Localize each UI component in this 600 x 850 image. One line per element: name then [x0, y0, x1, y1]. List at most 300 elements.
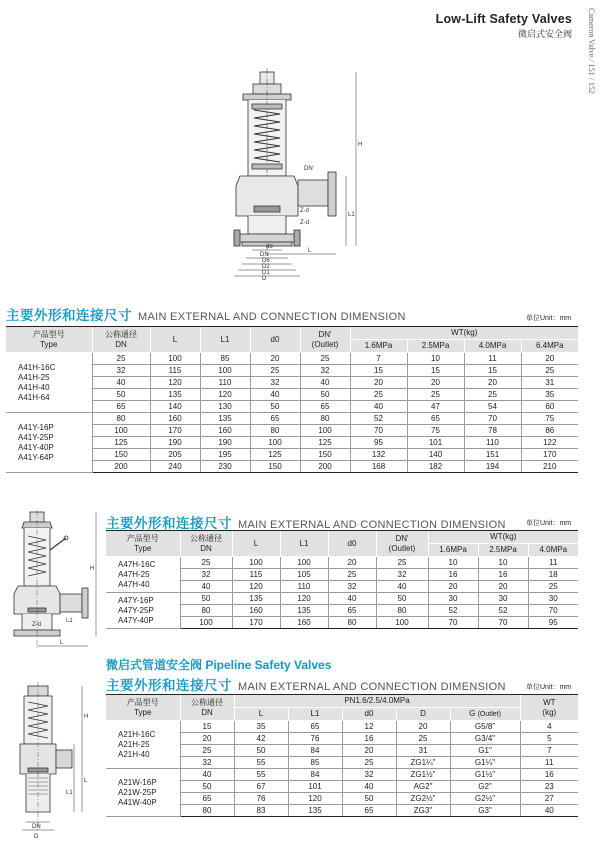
section1-title-en: MAIN EXTERNAL AND CONNECTION DIMENSION: [138, 311, 406, 323]
t3-col-pn: PN1.6/2.5/4.0MPa: [234, 695, 520, 708]
table-cell: ZG1½": [396, 769, 450, 781]
section3-title-cn: 主要外形和连接尺寸: [106, 678, 232, 693]
col-dn-cn: 公称通径: [105, 329, 137, 339]
type-group: [106, 593, 180, 629]
col-l1: L1: [200, 327, 250, 353]
table-cell: 7: [520, 745, 578, 757]
table-cell: 50: [300, 389, 350, 401]
table-cell: 32: [180, 569, 232, 581]
table-cell: 16: [478, 569, 528, 581]
table-cell: 50: [92, 389, 150, 401]
table-cell: 70: [478, 617, 528, 629]
table-cell: 170: [150, 425, 200, 437]
col-dnp: DN': [318, 329, 332, 339]
type-name: A47H-16C: [118, 559, 156, 569]
table-cell: 84: [288, 769, 342, 781]
section3-pipeline-title: 微启式管道安全阀 Pipeline Safety Valves: [106, 658, 332, 672]
table-cell: 50: [234, 745, 288, 757]
table-cell: 54: [464, 401, 521, 413]
dim-label-dnp: DN': [304, 166, 314, 172]
table-cell: 101: [407, 437, 464, 449]
t3-col-dn-cn: 公称通径: [191, 697, 223, 707]
table-cell: 70: [350, 425, 407, 437]
table-cell: G2": [450, 781, 520, 793]
fig3-label-d: D: [34, 834, 39, 840]
pressure-col-2: 2.5MPa: [407, 340, 464, 353]
table-cell: 12: [342, 721, 396, 733]
table-cell: 40: [92, 377, 150, 389]
side-tab: [584, 8, 598, 128]
table-cell: 135: [288, 805, 342, 817]
table-cell: G1½": [450, 769, 520, 781]
table-cell: 110: [280, 581, 328, 593]
table-cell: 42: [234, 733, 288, 745]
section2-unit: 单位Unit：mm: [526, 520, 572, 527]
table-cell: 125: [92, 437, 150, 449]
t2-col-type: [106, 531, 180, 557]
dim-label-d1: D1: [262, 270, 270, 276]
table-cell: 32: [300, 365, 350, 377]
table-cell: 200: [300, 461, 350, 473]
table-cell: 76: [234, 793, 288, 805]
table-cell: 65: [300, 401, 350, 413]
table-cell: 160: [200, 425, 250, 437]
t2-col-wt: WT(kg): [428, 531, 578, 544]
table-cell: 100: [180, 617, 232, 629]
table-cell: 10: [428, 557, 478, 569]
table-cell: 75: [407, 425, 464, 437]
table-cell: 100: [250, 437, 300, 449]
table-cell: 100: [232, 557, 280, 569]
table-row: [6, 425, 578, 437]
table-cell: 15: [464, 365, 521, 377]
table-cell: 182: [407, 461, 464, 473]
type-group: [106, 557, 180, 593]
table-cell: ZG1¼": [396, 757, 450, 769]
valve-drawing-pipeline: [8, 682, 94, 842]
table-cell: 120: [288, 793, 342, 805]
table-cell: 70: [528, 605, 578, 617]
type-name: A21H-25: [118, 739, 150, 749]
table-cell: 30: [428, 593, 478, 605]
table-cell: 130: [200, 401, 250, 413]
pressure-col-3: 4.0MPa: [528, 544, 578, 557]
table-cell: 110: [464, 437, 521, 449]
t3-col-d: D: [396, 708, 450, 721]
t3-col-dn: [180, 695, 234, 721]
t3-col-type-en: Type: [134, 707, 152, 717]
table-row: [6, 461, 578, 473]
section2-title-cn: 主要外形和连接尺寸: [106, 516, 232, 531]
table-cell: 31: [521, 377, 578, 389]
table-cell: 20: [342, 745, 396, 757]
table-cell: 135: [200, 413, 250, 425]
dimension-table-a41: [6, 326, 578, 473]
table-cell: G1¼": [450, 757, 520, 769]
type-name: A21H-40: [118, 749, 150, 759]
table-cell: 151: [464, 449, 521, 461]
table-cell: 5: [520, 733, 578, 745]
section1-heading: [6, 304, 406, 325]
table-cell: 25: [407, 389, 464, 401]
table-row: [6, 389, 578, 401]
dimension-table-a21: [106, 694, 578, 817]
type-name: A41H-64: [18, 392, 50, 402]
t3-col-wt-label: WT: [543, 697, 556, 707]
col-d0: d0: [250, 327, 300, 353]
table-cell: 32: [250, 377, 300, 389]
table-row: [106, 593, 578, 605]
fig2-label-h: H: [90, 566, 95, 572]
table-row: [106, 721, 578, 733]
table-cell: 25: [180, 557, 232, 569]
type-name: A41H-40: [18, 382, 50, 392]
table-cell: 32: [376, 569, 428, 581]
table-cell: 170: [521, 449, 578, 461]
table-cell: 120: [232, 581, 280, 593]
table-cell: 40: [376, 581, 428, 593]
valve-drawing-flanged: [208, 66, 370, 280]
table-cell: 80: [300, 413, 350, 425]
table-cell: 25: [464, 389, 521, 401]
table-cell: 170: [232, 617, 280, 629]
table-cell: 16: [428, 569, 478, 581]
table-cell: 100: [300, 425, 350, 437]
table-cell: AG2": [396, 781, 450, 793]
fig3-label-h: H: [84, 714, 89, 720]
dim-label-l: L: [308, 248, 312, 254]
section1-title-cn: 主要外形和连接尺寸: [6, 308, 132, 323]
table-row: [6, 437, 578, 449]
table-cell: 125: [250, 449, 300, 461]
t3-col-l1: L1: [288, 708, 342, 721]
type-name: A41H-16C: [18, 362, 56, 372]
table-cell: 47: [407, 401, 464, 413]
t3-col-l: L: [234, 708, 288, 721]
table-cell: 20: [428, 581, 478, 593]
t3-col-g-en: (Outlet): [477, 710, 501, 718]
table-row: [6, 449, 578, 461]
t3-col-g: [450, 708, 520, 721]
table-cell: 80: [250, 425, 300, 437]
table-cell: 230: [200, 461, 250, 473]
dim-label-d6: D6: [262, 258, 270, 264]
fig2-label-l1: L1: [66, 618, 73, 624]
table-row: [6, 413, 578, 425]
table-cell: 190: [150, 437, 200, 449]
section3-pipeline-heading: [106, 656, 331, 674]
table-cell: 25: [528, 581, 578, 593]
table-cell: 35: [234, 721, 288, 733]
table-cell: 10: [478, 557, 528, 569]
table-cell: 110: [200, 377, 250, 389]
dim-label-h: H: [358, 142, 363, 148]
table-cell: 194: [464, 461, 521, 473]
table-cell: 27: [520, 793, 578, 805]
col-dn: [92, 327, 150, 353]
section3-heading: [106, 674, 506, 695]
t2-col-d0: d0: [328, 531, 376, 557]
pressure-col-2: 2.5MPa: [478, 544, 528, 557]
table-cell: 190: [200, 437, 250, 449]
table-cell: 65: [92, 401, 150, 413]
table-cell: 100: [200, 365, 250, 377]
table-cell: 135: [232, 593, 280, 605]
table-cell: 70: [464, 413, 521, 425]
side-tab-label: Cameron Valve / 151 / 152: [587, 8, 596, 94]
section3-title-en: MAIN EXTERNAL AND CONNECTION DIMENSION: [238, 681, 506, 693]
table-cell: 11: [464, 353, 521, 365]
table-cell: 122: [521, 437, 578, 449]
type-name: A41W-40P: [118, 797, 157, 807]
table-cell: 4: [520, 721, 578, 733]
table-cell: 55: [234, 769, 288, 781]
table-cell: 15: [350, 365, 407, 377]
table-cell: 11: [528, 557, 578, 569]
table-cell: 25: [376, 557, 428, 569]
type-name: A21W-25P: [118, 787, 157, 797]
table-cell: ZG2½": [396, 793, 450, 805]
fig2-label-l: L: [60, 640, 64, 646]
table-cell: 18: [528, 569, 578, 581]
table-cell: 31: [396, 745, 450, 757]
table-cell: 32: [92, 365, 150, 377]
table-cell: 101: [288, 781, 342, 793]
table-cell: 25: [350, 389, 407, 401]
type-name: A21H-16C: [118, 729, 156, 739]
type-group: [106, 769, 180, 817]
type-name: A21W-16P: [118, 777, 157, 787]
table-cell: 67: [234, 781, 288, 793]
table-cell: 15: [407, 365, 464, 377]
table-cell: 16: [520, 769, 578, 781]
table-cell: 132: [350, 449, 407, 461]
table-cell: 25: [180, 745, 234, 757]
table-cell: 150: [92, 449, 150, 461]
t2-col-dn-outlet: [376, 531, 428, 557]
col-dn-en: DN: [115, 339, 127, 349]
dim-label-d: D: [262, 276, 267, 280]
table-cell: 25: [300, 353, 350, 365]
table-cell: 150: [300, 449, 350, 461]
table-cell: 78: [464, 425, 521, 437]
pressure-col-3: 4.0MPa: [464, 340, 521, 353]
table-cell: 168: [350, 461, 407, 473]
fig3-label-l: L: [84, 778, 88, 784]
table-row: [6, 365, 578, 377]
dim-label-d0: do: [266, 244, 273, 250]
table-cell: 65: [342, 805, 396, 817]
table-cell: 120: [200, 389, 250, 401]
table-cell: 7: [350, 353, 407, 365]
table-cell: 65: [328, 605, 376, 617]
table-cell: 20: [521, 353, 578, 365]
type-name: A47Y-16P: [118, 595, 154, 605]
t2-col-dn-en: DN: [200, 543, 212, 553]
dim-label-zd1: Z-d: [300, 208, 309, 214]
table-cell: 23: [520, 781, 578, 793]
table-cell: 80: [180, 605, 232, 617]
col-type-cn: 产品型号: [32, 329, 65, 339]
table-cell: 65: [180, 793, 234, 805]
col-dn-outlet: [300, 327, 350, 353]
table-cell: 52: [428, 605, 478, 617]
table-cell: G3": [450, 805, 520, 817]
table-cell: 25: [396, 733, 450, 745]
table-cell: 140: [407, 449, 464, 461]
table-cell: 20: [250, 353, 300, 365]
table-cell: 85: [288, 757, 342, 769]
table-cell: 65: [288, 721, 342, 733]
dim-label-dn: DN: [260, 252, 269, 258]
table-cell: 25: [521, 365, 578, 377]
t3-col-type-cn: 产品型号: [126, 697, 159, 707]
table-cell: 20: [478, 581, 528, 593]
table-cell: 95: [528, 617, 578, 629]
table-cell: 65: [250, 413, 300, 425]
dim-label-l1: L1: [348, 212, 355, 218]
table-cell: 52: [478, 605, 528, 617]
table-cell: 60: [521, 401, 578, 413]
table-cell: 20: [180, 733, 234, 745]
t3-col-dn-en: DN: [201, 707, 213, 717]
table-cell: 100: [376, 617, 428, 629]
t2-col-type-cn: 产品型号: [126, 533, 159, 543]
table-cell: 100: [150, 353, 200, 365]
table-row: [6, 353, 578, 365]
table-cell: 115: [150, 365, 200, 377]
pressure-col-1: 1.6MPa: [350, 340, 407, 353]
table-cell: 50: [376, 593, 428, 605]
table-cell: 20: [407, 377, 464, 389]
table-cell: 125: [300, 437, 350, 449]
table-cell: 25: [328, 569, 376, 581]
table-cell: 76: [288, 733, 342, 745]
dim-label-d2: D2: [262, 264, 270, 270]
table-cell: 135: [150, 389, 200, 401]
t2-col-dn: [180, 531, 232, 557]
table-cell: ZG3": [396, 805, 450, 817]
table-cell: G5/8": [450, 721, 520, 733]
table-cell: 40: [300, 377, 350, 389]
table-cell: 20: [396, 721, 450, 733]
table-cell: 135: [280, 605, 328, 617]
table-cell: 40: [250, 389, 300, 401]
table-cell: 32: [328, 581, 376, 593]
type-name: A47Y-40P: [118, 615, 154, 625]
table-cell: 40: [180, 581, 232, 593]
t3-col-wt-unit: (kg): [542, 707, 557, 717]
table-cell: 160: [280, 617, 328, 629]
table-cell: 80: [180, 805, 234, 817]
table-cell: 86: [521, 425, 578, 437]
col-dnp-en: (Outlet): [311, 339, 339, 349]
table-cell: 40: [180, 769, 234, 781]
table-cell: 95: [350, 437, 407, 449]
t3-col-g-label: G: [469, 708, 476, 718]
table-cell: 55: [234, 757, 288, 769]
table-cell: 120: [280, 593, 328, 605]
t2-col-dn-cn: 公称通径: [190, 533, 222, 543]
type-group: [106, 721, 180, 769]
col-type-en: Type: [40, 339, 58, 349]
table-cell: 115: [232, 569, 280, 581]
table-cell: 25: [342, 757, 396, 769]
table-cell: 50: [342, 793, 396, 805]
t2-col-l: L: [232, 531, 280, 557]
table-cell: 40: [350, 401, 407, 413]
col-l: L: [150, 327, 200, 353]
table-cell: 83: [234, 805, 288, 817]
t3-col-type: [106, 695, 180, 721]
dimension-table-a47: [106, 530, 578, 629]
table-cell: 205: [150, 449, 200, 461]
dim-label-zd2: Z-d: [300, 220, 309, 226]
col-wt: WT(kg): [350, 327, 578, 340]
type-name: A41Y-25P: [18, 432, 54, 442]
t2-col-l1: L1: [280, 531, 328, 557]
table-cell: 100: [92, 425, 150, 437]
table-cell: 40: [328, 593, 376, 605]
table-cell: 120: [150, 377, 200, 389]
table-cell: 75: [521, 413, 578, 425]
table-cell: 80: [328, 617, 376, 629]
table-cell: 160: [150, 413, 200, 425]
table-cell: 50: [250, 401, 300, 413]
section1-unit: 单位Unit：mm: [526, 315, 572, 322]
table-cell: 210: [521, 461, 578, 473]
section3-unit: 单位Unit：mm: [526, 684, 572, 691]
table-cell: 50: [180, 781, 234, 793]
table-cell: 140: [150, 401, 200, 413]
table-cell: 32: [342, 769, 396, 781]
table-cell: 10: [407, 353, 464, 365]
table-cell: 105: [280, 569, 328, 581]
table-cell: 150: [250, 461, 300, 473]
section2-title-en: MAIN EXTERNAL AND CONNECTION DIMENSION: [238, 519, 506, 531]
table-cell: 32: [180, 757, 234, 769]
type-name: A47H-25: [118, 569, 150, 579]
type-group: [6, 413, 92, 473]
table-cell: 20: [350, 377, 407, 389]
table-cell: 52: [350, 413, 407, 425]
pressure-col-1: 1.6MPa: [428, 544, 478, 557]
type-name: A41Y-64P: [18, 452, 54, 462]
table-cell: 30: [478, 593, 528, 605]
fig2-label-zd: Z-d: [32, 622, 41, 628]
table-cell: 30: [528, 593, 578, 605]
valve-drawing-lever: [4, 510, 100, 658]
table-cell: 20: [328, 557, 376, 569]
table-row: [6, 401, 578, 413]
table-cell: G2½": [450, 793, 520, 805]
t3-col-wt: [520, 695, 578, 721]
page-subtitle: 微启式安全阀: [517, 29, 572, 39]
t2-col-type-en: Type: [134, 543, 152, 553]
table-cell: 15: [180, 721, 234, 733]
type-name: A41Y-16P: [18, 422, 54, 432]
table-cell: 80: [92, 413, 150, 425]
table-cell: 70: [428, 617, 478, 629]
table-cell: G3/4": [450, 733, 520, 745]
table-cell: 11: [520, 757, 578, 769]
t2-col-dnp: DN': [395, 533, 409, 543]
type-name: A47Y-25P: [118, 605, 154, 615]
table-cell: 40: [520, 805, 578, 817]
table-cell: 100: [280, 557, 328, 569]
table-row: [106, 557, 578, 569]
type-name: A41H-25: [18, 372, 50, 382]
